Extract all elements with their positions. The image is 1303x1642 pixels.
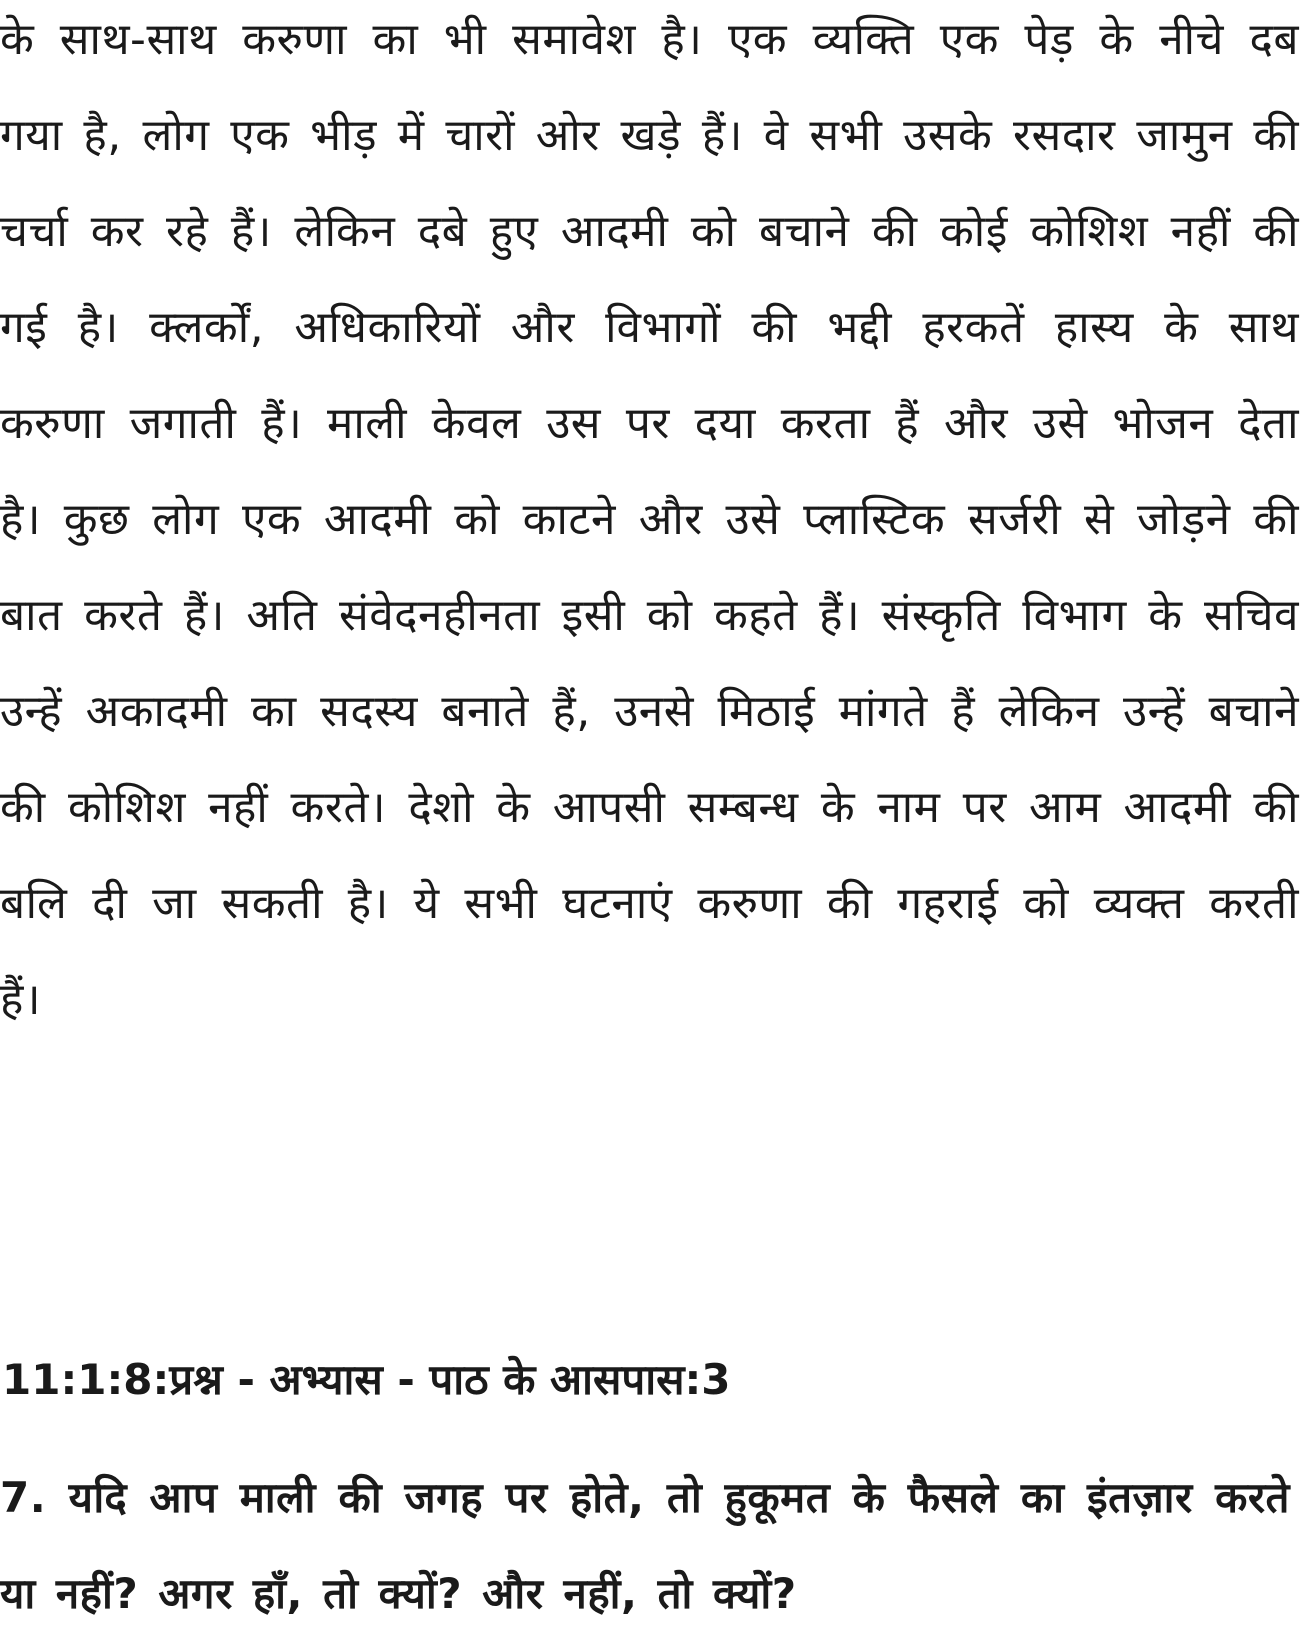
section-heading: 11:1:8:प्रश्न - अभ्यास - पाठ के आसपास:3 [2, 1355, 731, 1404]
question-text: 7. यदि आप माली की जगह पर होते, तो हुकूमत के फैसले का इंतज़ार करते या नहीं? अगर हाँ, तो क्यों? और नहीं, तो क्यों? [0, 1473, 1290, 1618]
body-paragraph: के साथ-साथ करुणा का भी समावेश है। एक व्यक्ति एक पेड़ के नीचे दब गया है, लोग एक भीड़ में चारों ओर खड़े हैं। वे सभी उसके रसदार जामुन की चर्चा कर रहे हैं। लेकिन दबे हुए आदमी को बचाने की कोई कोशिश नहीं की गई है। क्लर्कों, अधिकारियों और विभागों की भद्दी हरकतें हास्य के साथ करुणा जगाती हैं। माली केवल उस पर दया करता हैं और उसे भोजन देता है। कुछ लोग एक आदमी को काटने और उसे प्लास्टिक सर्जरी से जोड़ने की बात करते हैं। अति संवेदनहीनता इसी को कहते हैं। संस्कृति विभाग के सचिव उन्हें अकादमी का सदस्य बनाते हैं, उनसे मिठाई मांगते हैं लेकिन उन्हें बचाने की कोशिश नहीं करते। देशो के आपसी सम्बन्ध के नाम पर आम आदमी की बलि दी जा सकती है। ये सभी घटनाएं करुणा की गहराई को व्यक्त करती हैं। [0, 14, 1299, 1025]
